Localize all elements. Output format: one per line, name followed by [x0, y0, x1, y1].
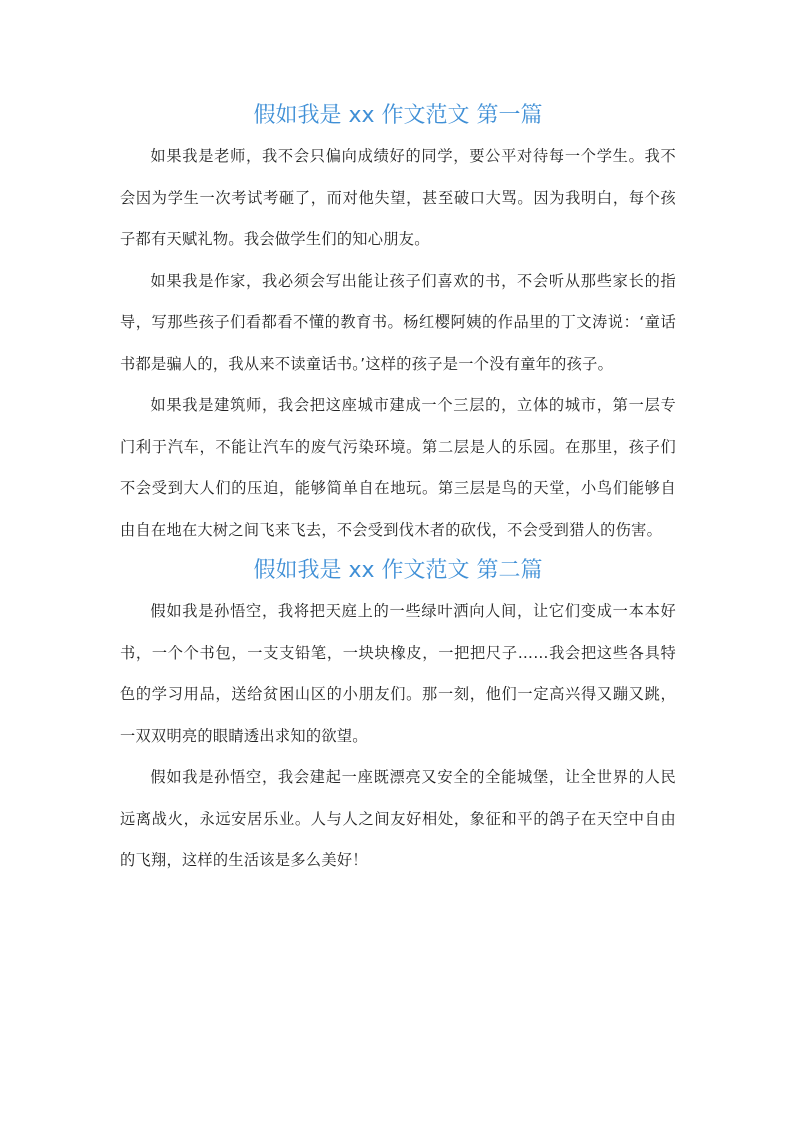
section-2-paragraph-2: 假如我是孙悟空，我会建起一座既漂亮又安全的全能城堡，让全世界的人民远离战火，永远安居乐业。人与人之间友好相处，象征和平的鸽子在天空中自由的飞翔，这样的生活该是多么美好！: [120, 768, 676, 869]
document-body: [120, 96, 676, 882]
section-1-title: 假如我是 xx 作文范文 第一篇: [253, 103, 543, 128]
section-2-paragraph-1: 假如我是孙悟空，我将把天庭上的一些绿叶洒向人间，让它们变成一本本好书，一个个书包，一支支铅笔，一块块橡皮，一把把尺子……我会把这些各具特色的学习用品，送给贫困山区的小朋友们。那一刻，他们一定高兴得又蹦又跳，一双双明亮的眼睛透出求知的欲望。: [120, 602, 676, 745]
section-2-title: 假如我是 xx 作文范文 第二篇: [253, 558, 543, 583]
section-1-paragraph-1: 如果我是老师，我不会只偏向成绩好的同学，要公平对待每一个学生。我不会因为学生一次考试考砸了，而对他失望，甚至破口大骂。因为我明白，每个孩子都有天赋礼物。我会做学生们的知心朋友。: [120, 147, 676, 248]
section-1-paragraph-2: 如果我是作家，我必须会写出能让孩子们喜欢的书，不会听从那些家长的指导，写那些孩子们看都看不懂的教育书。杨红樱阿姨的作品里的丁文涛说：‘童话书都是骗人的，我从来不读童话书。’这样的孩子是一个没有童年的孩子。: [120, 271, 676, 373]
section-1-paragraph-3: 如果我是建筑师，我会把这座城市建成一个三层的，立体的城市，第一层专门利于汽车，不能让汽车的废气污染环境。第二层是人的乐园。在那里，孩子们不会受到大人们的压迫，能够简单自在地玩。第三层是鸟的天堂，小鸟们能够自由自在地在大树之间飞来飞去，不会受到伐木者的砍伐，不会受到猎人的伤害。: [120, 396, 676, 539]
